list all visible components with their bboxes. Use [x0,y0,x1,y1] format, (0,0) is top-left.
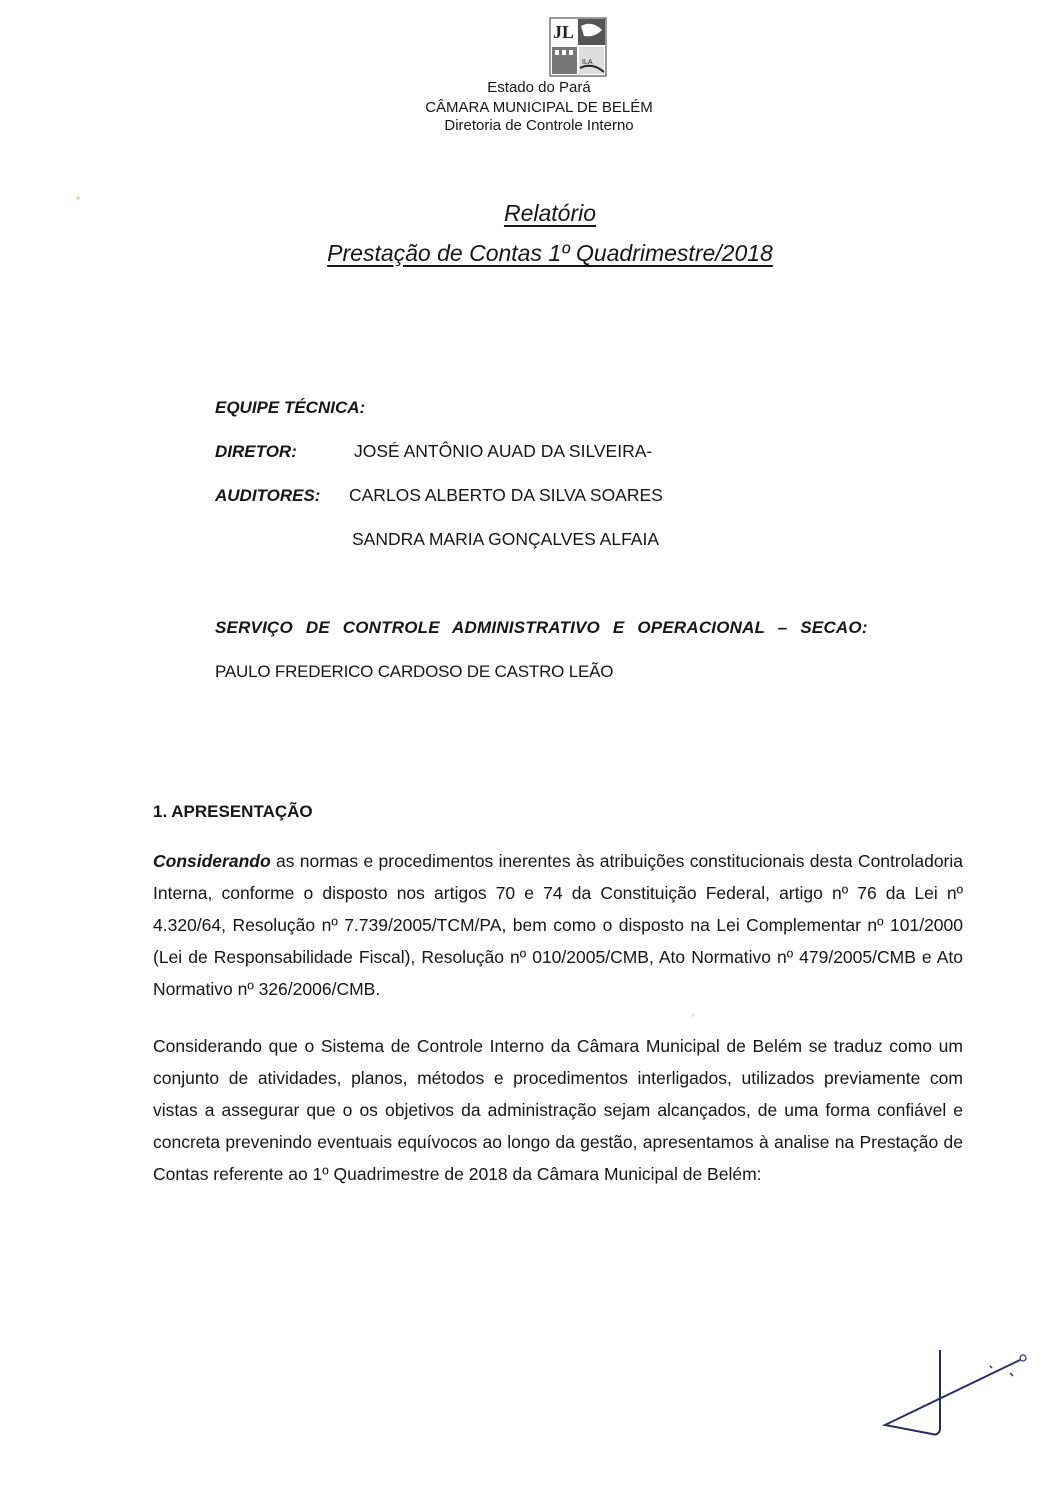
state-name: Estado do Pará [487,79,591,96]
coat-of-arms-icon [548,16,608,80]
paragraph-text: as normas e procedimentos inerentes às atribuições constitucionais desta Controladoria Interna, conforme o disposto nos artigos 70 e 74 da Constituição Federal, artigo nº 76 da Lei nº 4.320/64, Resolução nº 7.739/2005/TCM/PA, bem como o disposto na Lei Complementar nº 101/2000 (Lei de Responsabilidade Fiscal), Resolução nº 010/2005/CMB, Ato Normativo nº 479/2005/CMB e Ato Normativo nº 326/2006/CMB. [153,851,963,999]
director-label: DIRETOR: [215,442,297,461]
document-title: Relatório [503,200,597,226]
signature-icon [880,1340,1030,1440]
auditor-name: CARLOS ALBERTO DA SILVA SOARES [349,485,663,505]
director-name: JOSÉ ANTÔNIO AUAD DA SILVEIRA- [354,441,653,461]
document-subtitle: Prestação de Contas 1º Quadrimestre/2018 [327,240,773,266]
paragraph-1 [153,845,963,1005]
svg-text:JL: JL [553,22,575,42]
scan-speck [691,1013,695,1017]
chamber-name: CÂMARA MUNICIPAL DE BELÉM [425,99,653,116]
auditors-label: AUDITORES: [215,486,321,505]
paragraph-lead: Considerando [153,851,271,871]
service-label: SERVIÇO DE CONTROLE ADMINISTRATIVO E OPERACIONAL – SECAO: [215,618,868,637]
auditor-name: SANDRA MARIA GONÇALVES ALFAIA [352,529,660,549]
service-member-name: PAULO FREDERICO CARDOSO DE CASTRO LEÃO [215,662,614,681]
paragraph-2: Considerando que o Sistema de Controle Interno da Câmara Municipal de Belém se traduz como um conjunto de atividades, planos, métodos e procedimentos interligados, utilizados previamente com vistas a assegurar que o os objetivos da administração sejam alcançados, de uma forma confiável e concreta prevenindo eventuais equívocos ao longo da gestão, apresentamos à analise na Prestação de Contas referente ao 1º Quadrimestre de 2018 da Câmara Municipal de Belém: [153,1036,963,1184]
svg-text:ILA: ILA [582,59,593,66]
team-heading: EQUIPE TÉCNICA: [215,398,366,417]
section-heading: 1. APRESENTAÇÃO [153,802,313,821]
department-name: Diretoria de Controle Interno [444,117,634,134]
